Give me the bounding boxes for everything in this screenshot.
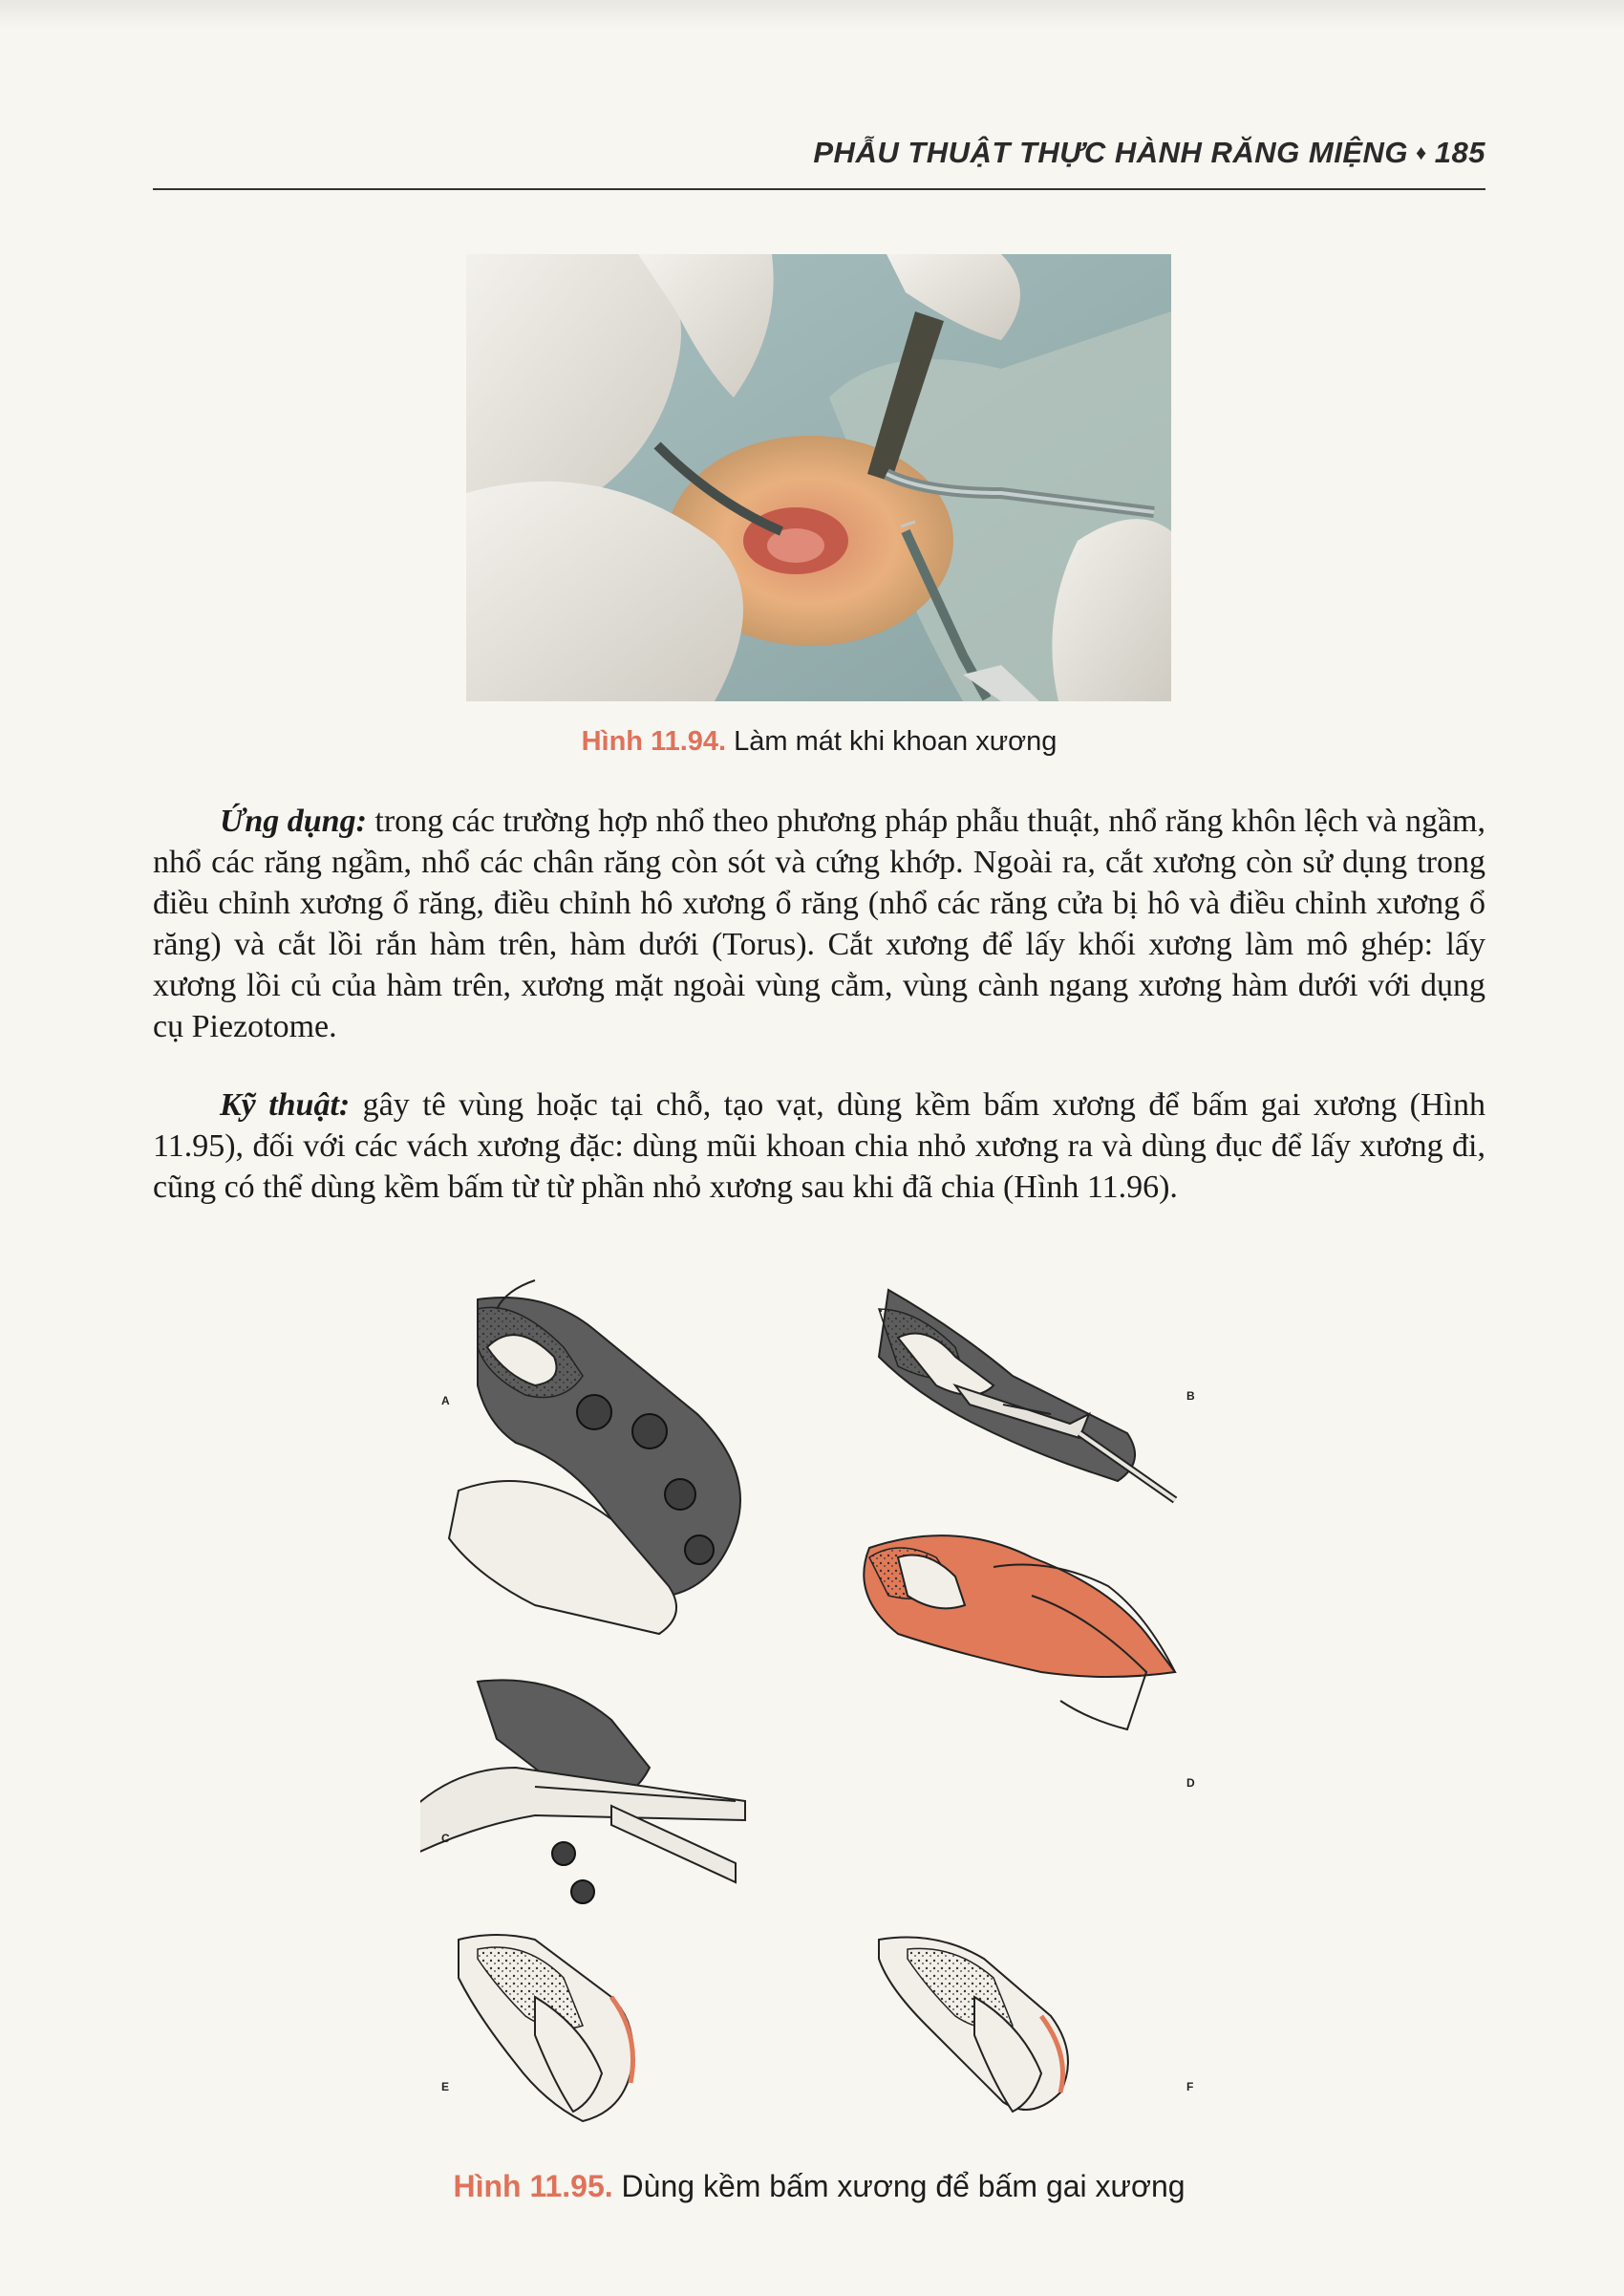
figure-11-94-text: Làm mát khi khoan xương <box>734 726 1058 757</box>
header-rule <box>153 188 1485 190</box>
panel-label-f: F <box>1186 2080 1194 2093</box>
figure-11-95-label: Hình 11.95. <box>453 2169 613 2203</box>
figure-11-95-text: Dùng kềm bấm xương để bấm gai xương <box>621 2169 1186 2203</box>
paragraph-ky-thuat <box>153 1084 1485 1208</box>
panel-label-b: B <box>1186 1389 1195 1403</box>
surgery-photo-drawing <box>466 254 1171 701</box>
paragraph-ung-dung-text: trong các trường hợp nhổ theo phương pháp phẫu thuật, nhổ răng khôn lệch và ngầm, nhổ các răng ngầm, nhổ các chân răng còn sót và cứng khớp. Ngoài ra, cắt xương còn sử dụng trong điều chỉnh xương ổ răng, điều chỉnh hô xương ổ răng (nhổ các răng cửa bị hô và điều chỉnh xương ổ răng) và cắt lồi rắn hàm trên, hàm dưới (Torus). Cắt xương để lấy khối xương làm mô ghép: lấy xương lồi củ của hàm trên, xương mặt ngoài vùng cằm, vùng cành ngang xương hàm dưới với dụng cụ Piezotome. <box>153 804 1485 1044</box>
paragraph-ky-thuat-text: gây tê vùng hoặc tại chỗ, tạo vạt, dùng kềm bấm xương để bấm gai xương (Hình 11.95), đối với các vách xương đặc: dùng mũi khoan chia nhỏ xương ra và dùng đục để lấy xương đi, cũng có thể dùng kềm bấm từ từ phần nhỏ xương sau khi đã chia (Hình 11.96). <box>153 1087 1485 1205</box>
panel-d <box>864 1535 1195 1790</box>
panel-label-a: A <box>441 1394 450 1407</box>
figure-11-95-caption <box>153 2169 1485 2204</box>
panel-label-c: C <box>441 1832 450 1845</box>
paragraph-ky-thuat-lead: Kỹ thuật: <box>220 1087 351 1123</box>
figure-11-95-drawing <box>420 1271 1223 2159</box>
figure-11-94-label: Hình 11.94. <box>581 726 727 757</box>
running-header <box>153 136 1485 170</box>
panel-e <box>441 1935 633 2121</box>
panel-label-e: E <box>441 2080 450 2093</box>
panel-label-d: D <box>1186 1776 1195 1790</box>
figure-11-94-caption <box>153 726 1485 758</box>
surgery-photo <box>466 254 1171 701</box>
panel-b <box>879 1290 1195 1500</box>
paragraph-ung-dung-lead: Ứng dụng: <box>220 804 367 839</box>
panel-f <box>879 1938 1193 2113</box>
figure-11-95-illustration <box>420 1271 1223 2159</box>
page-top-edge <box>0 0 1624 29</box>
page-number: 185 <box>1434 136 1485 169</box>
header-separator: ♦ <box>1416 140 1427 164</box>
paragraph-ung-dung <box>153 801 1485 1047</box>
header-title: PHẪU THUẬT THỰC HÀNH RĂNG MIỆNG <box>813 136 1409 169</box>
